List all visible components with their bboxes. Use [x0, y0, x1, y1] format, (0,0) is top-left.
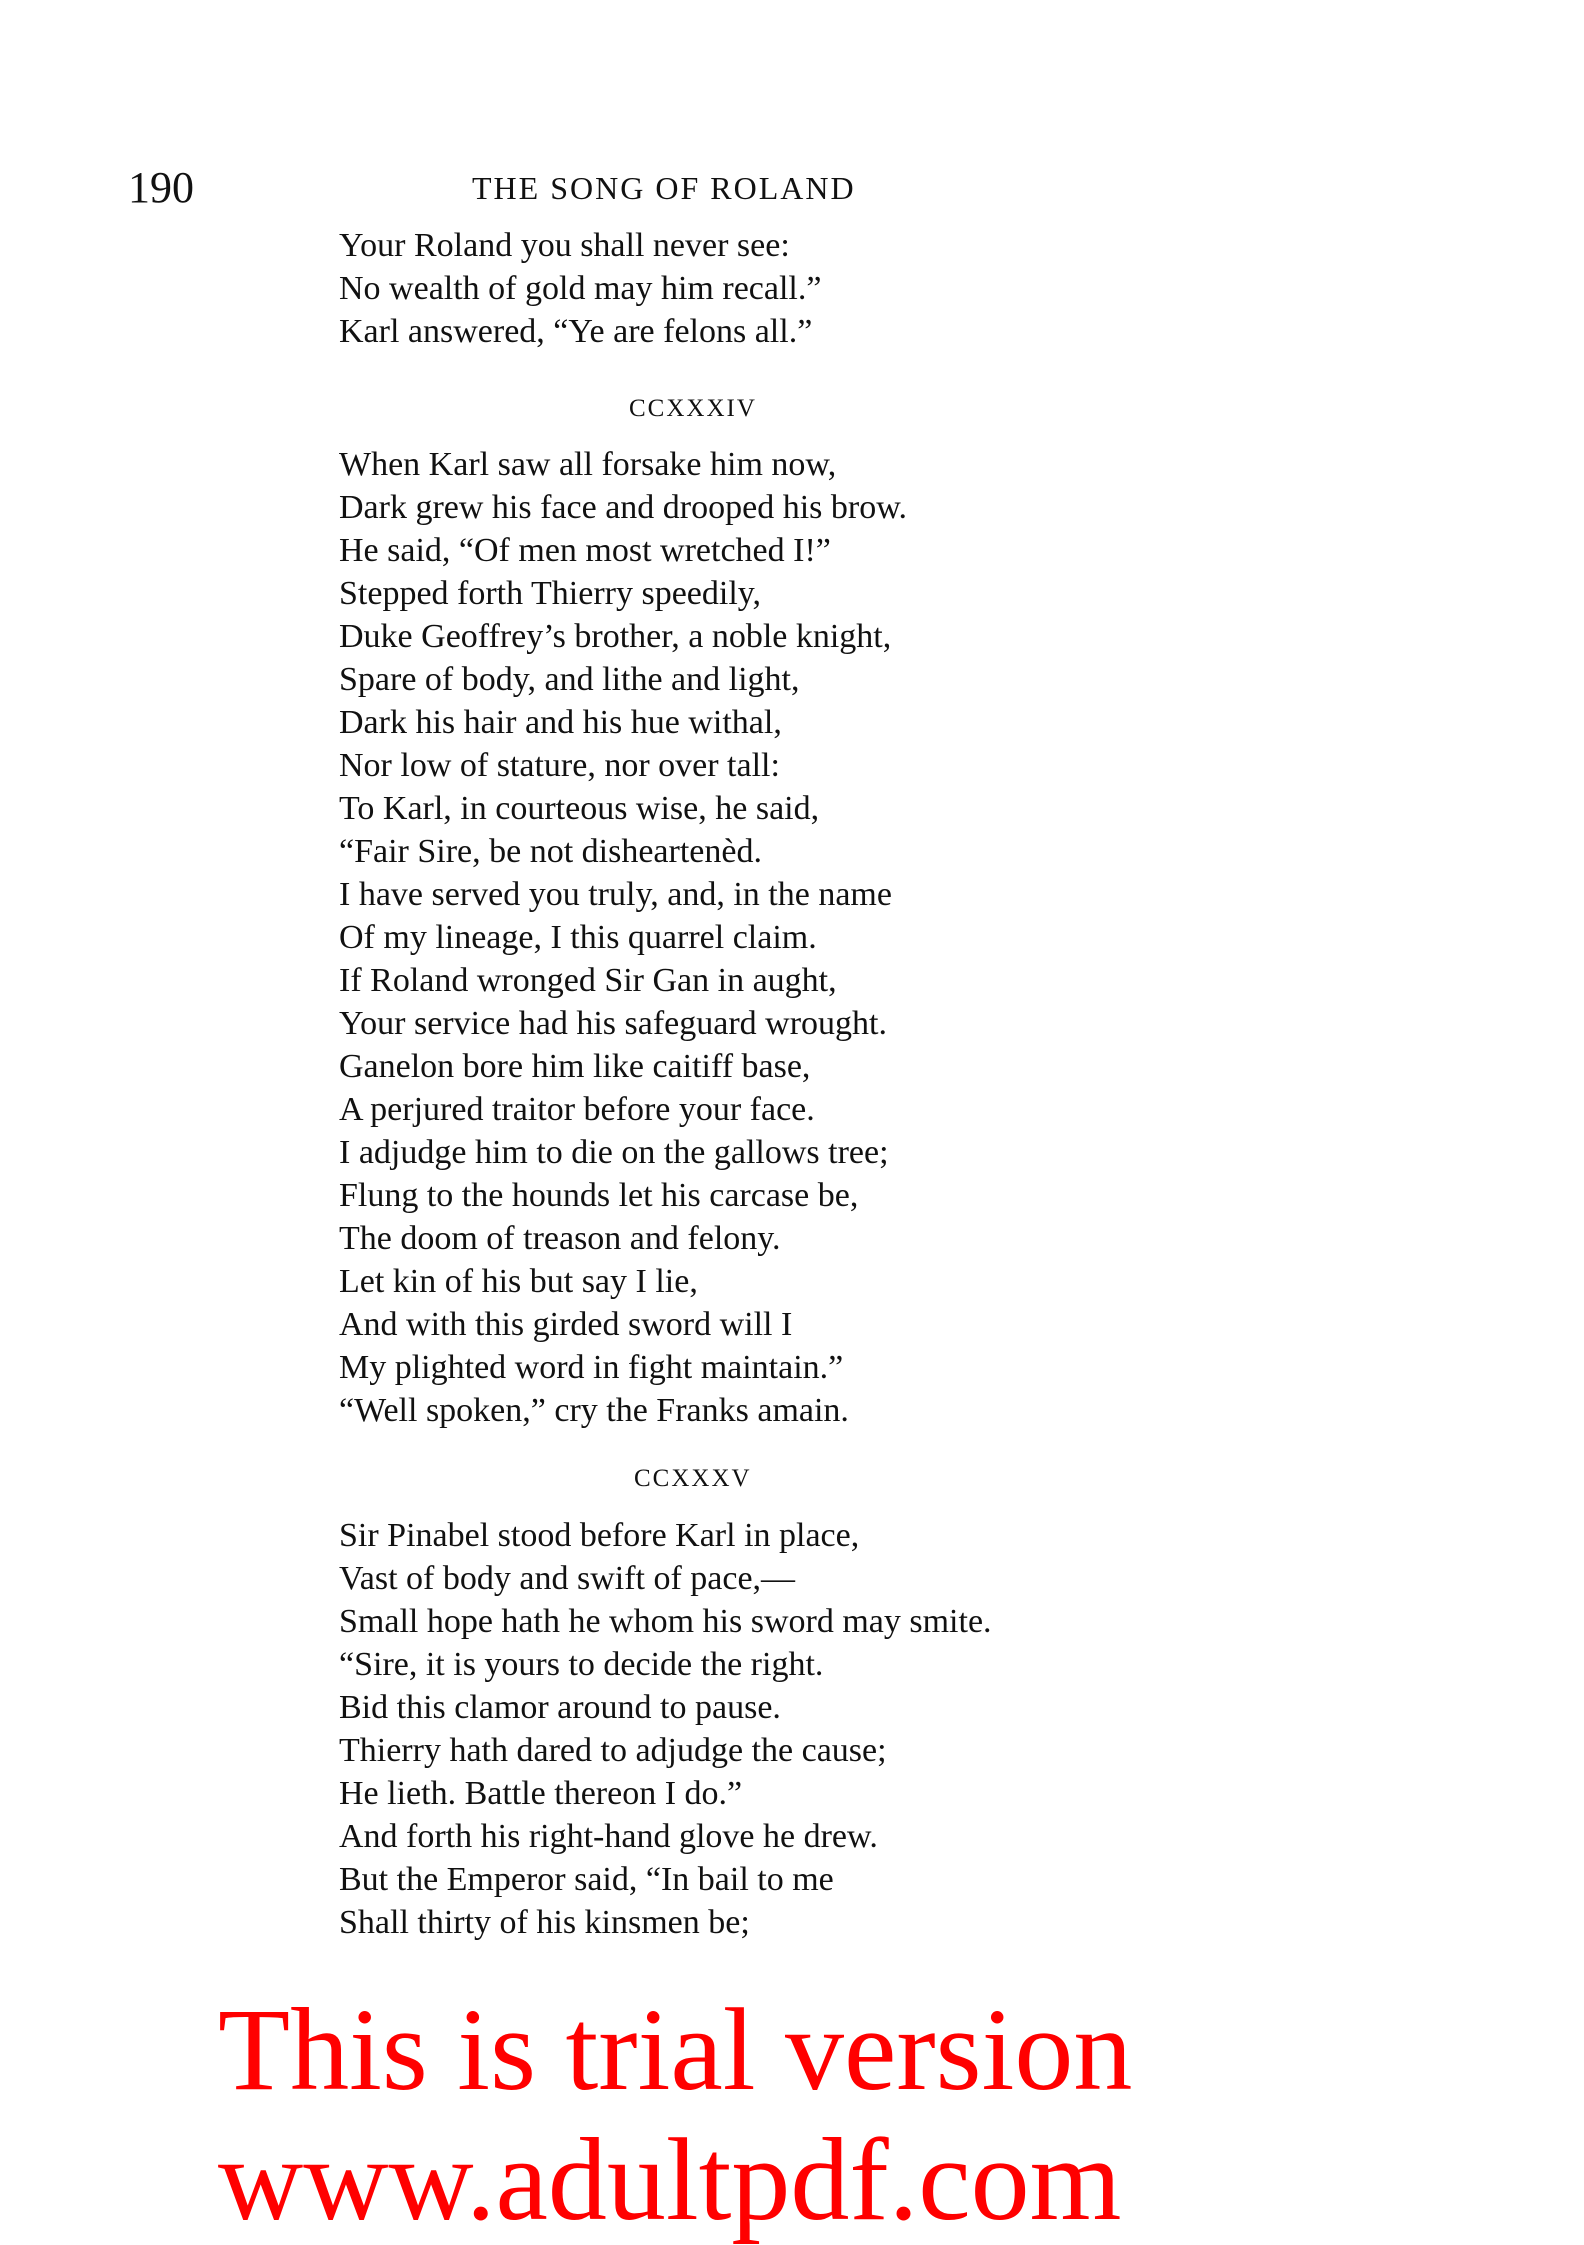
verse-line: Stepped forth Thierry speedily,: [339, 575, 762, 612]
verse-line: I adjudge him to die on the gallows tree;: [339, 1134, 889, 1171]
stanza-ccxxxiv: [339, 443, 907, 1432]
verse-line: A perjured traitor before your face.: [339, 1091, 815, 1128]
verse-line: Your service had his safeguard wrought.: [339, 1005, 887, 1042]
verse-line: Bid this clamor around to pause.: [339, 1689, 781, 1726]
verse-line: Dark grew his face and drooped his brow.: [339, 489, 908, 526]
verse-line: Dark his hair and his hue withal,: [339, 704, 782, 741]
verse-line: And forth his right-hand glove he drew.: [339, 1818, 878, 1855]
verse-line: He said, “Of men most wretched I!”: [339, 532, 831, 569]
verse-line: Of my lineage, I this quarrel claim.: [339, 919, 817, 956]
verse-line: When Karl saw all forsake him now,: [339, 446, 837, 483]
verse-line: And with this girded sword will I: [339, 1306, 793, 1343]
verse-line: Nor low of stature, nor over tall:: [339, 747, 780, 784]
verse-line: Duke Geoffrey’s brother, a noble knight,: [339, 618, 892, 655]
verse-line: Flung to the hounds let his carcase be,: [339, 1177, 859, 1214]
stanza-ccxxxv: [339, 1514, 992, 1944]
watermark-url: www.adultpdf.com: [218, 2114, 1122, 2245]
stanza-opening: [339, 224, 821, 353]
verse-line: Vast of body and swift of pace,—: [339, 1560, 796, 1597]
verse-line: I have served you truly, and, in the name: [339, 876, 892, 913]
verse-line: The doom of treason and felony.: [339, 1220, 781, 1257]
verse-line: “Sire, it is yours to decide the right.: [339, 1646, 824, 1683]
verse-line: Karl answered, “Ye are felons all.”: [339, 313, 813, 350]
verse-line: “Fair Sire, be not disheartenèd.: [339, 833, 762, 870]
verse-line: But the Emperor said, “In bail to me: [339, 1861, 834, 1898]
section-heading-ccxxxv: CCXXXV: [634, 1465, 752, 1492]
verse-line: Small hope hath he whom his sword may smite.: [339, 1603, 992, 1640]
verse-line: Thierry hath dared to adjudge the cause;: [339, 1732, 887, 1769]
trial-watermark-line: This is trial version: [218, 1984, 1133, 2115]
verse-line: Shall thirty of his kinsmen be;: [339, 1904, 750, 1941]
verse-line: To Karl, in courteous wise, he said,: [339, 790, 820, 827]
verse-line: “Well spoken,” cry the Franks amain.: [339, 1392, 849, 1429]
verse-line: Let kin of his but say I lie,: [339, 1263, 698, 1300]
page-number: 190: [128, 163, 194, 212]
section-heading-ccxxxiv: CCXXXIV: [629, 395, 757, 422]
verse-line: Spare of body, and lithe and light,: [339, 661, 800, 698]
running-title: THE SONG OF ROLAND: [472, 170, 856, 206]
verse-line: Your Roland you shall never see:: [339, 227, 790, 264]
verse-line: My plighted word in fight maintain.”: [339, 1349, 844, 1386]
verse-line: If Roland wronged Sir Gan in aught,: [339, 962, 837, 999]
verse-line: No wealth of gold may him recall.”: [339, 270, 822, 307]
verse-line: He lieth. Battle thereon I do.”: [339, 1775, 743, 1812]
verse-line: Ganelon bore him like caitiff base,: [339, 1048, 811, 1085]
verse-line: Sir Pinabel stood before Karl in place,: [339, 1517, 860, 1554]
